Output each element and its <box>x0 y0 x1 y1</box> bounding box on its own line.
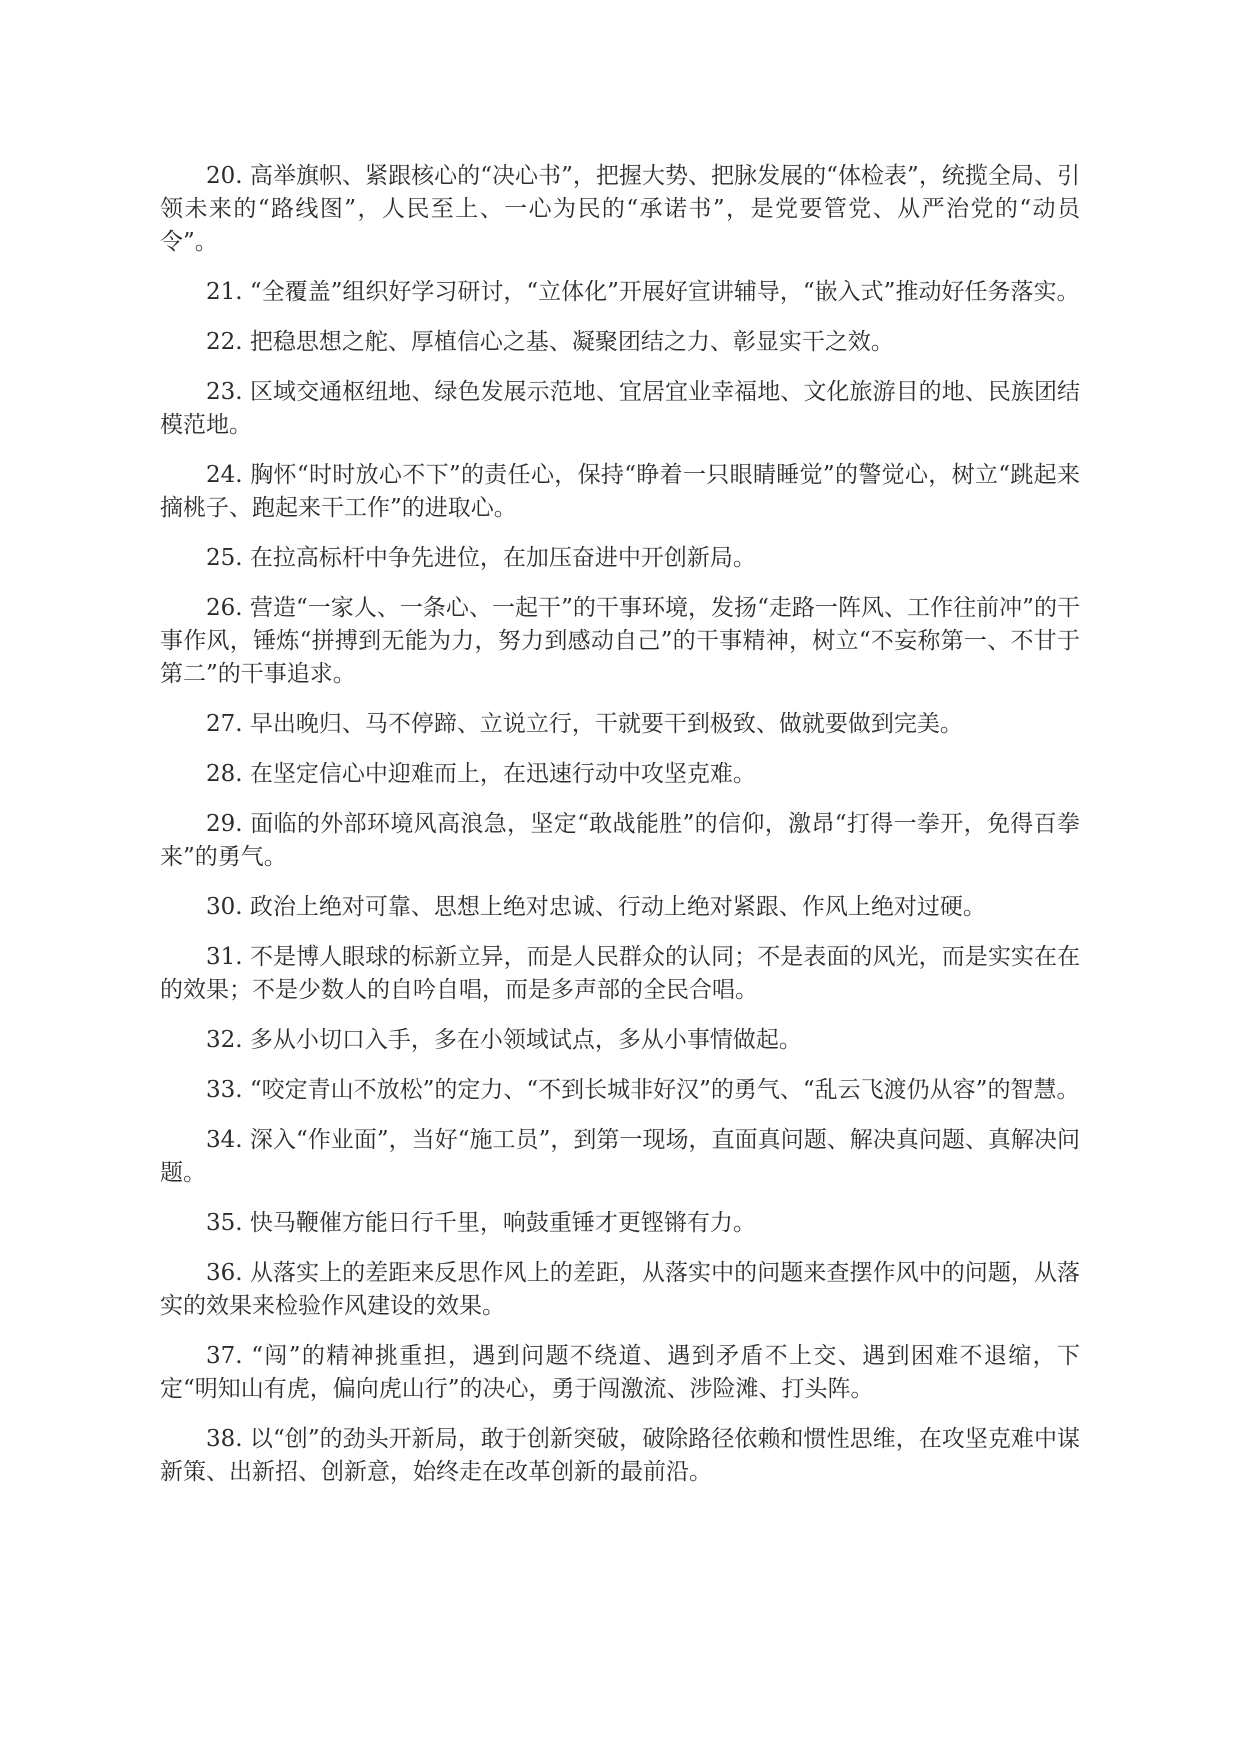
document-body <box>160 160 1080 1506</box>
paragraph-37: 37. “闯”的精神挑重担，遇到问题不绕道、遇到矛盾不上交、遇到困难不退缩，下定“明知山有虎，偏向虎山行”的决心，勇于闯激流、涉险滩、打头阵。 <box>160 1343 1080 1402</box>
paragraph-38: 38. 以“创”的劲头开新局，敢于创新突破，破除路径依赖和惯性思维，在攻坚克难中谋新策、出新招、创新意，始终走在改革创新的最前沿。 <box>160 1426 1080 1485</box>
paragraph-22: 22. 把稳思想之舵、厚植信心之基、凝聚团结之力、彰显实干之效。 <box>206 329 894 355</box>
paragraph-21: 21. “全覆盖”组织好学习研讨，“立体化”开展好宣讲辅导，“嵌入式”推动好任务落实。 <box>206 279 1080 305</box>
paragraph-35: 35. 快马鞭催方能日行千里，响鼓重锤才更铿锵有力。 <box>206 1210 756 1236</box>
paragraph-27: 27. 早出晚归、马不停蹄、立说立行，干就要干到极致、做就要做到完美。 <box>206 711 963 737</box>
paragraph-24: 24. 胸怀“时时放心不下”的责任心，保持“睁着一只眼睛睡觉”的警觉心，树立“跳起来摘桃子、跑起来干工作”的进取心。 <box>160 462 1080 521</box>
paragraph-33: 33. “咬定青山不放松”的定力、“不到长城非好汉”的勇气、“乱云飞渡仍从容”的智慧。 <box>206 1077 1080 1103</box>
paragraph-34: 34. 深入“作业面”，当好“施工员”，到第一现场，直面真问题、解决真问题、真解决问题。 <box>160 1127 1080 1186</box>
paragraph-31: 31. 不是博人眼球的标新立异，而是人民群众的认同；不是表面的风光，而是实实在在的效果；不是少数人的自吟自唱，而是多声部的全民合唱。 <box>160 944 1080 1003</box>
paragraph-30: 30. 政治上绝对可靠、思想上绝对忠诚、行动上绝对紧跟、作风上绝对过硬。 <box>206 894 986 920</box>
paragraph-20: 20. 高举旗帜、紧跟核心的“决心书”，把握大势、把脉发展的“体检表”，统揽全局、引领未来的“路线图”，人民至上、一心为民的“承诺书”，是党要管党、从严治党的“动员令”。 <box>160 163 1080 255</box>
paragraph-28: 28. 在坚定信心中迎难而上，在迅速行动中攻坚克难。 <box>206 761 756 787</box>
paragraph-25: 25. 在拉高标杆中争先进位，在加压奋进中开创新局。 <box>206 545 756 571</box>
paragraph-36: 36. 从落实上的差距来反思作风上的差距，从落实中的问题来查摆作风中的问题，从落实的效果来检验作风建设的效果。 <box>160 1260 1080 1319</box>
paragraph-23: 23. 区域交通枢纽地、绿色发展示范地、宜居宜业幸福地、文化旅游目的地、民族团结模范地。 <box>160 379 1080 438</box>
paragraph-29: 29. 面临的外部环境风高浪急，坚定“敢战能胜”的信仰，激昂“打得一拳开，免得百拳来”的勇气。 <box>160 811 1080 870</box>
paragraph-26: 26. 营造“一家人、一条心、一起干”的干事环境，发扬“走路一阵风、工作往前冲”的干事作风，锤炼“拼搏到无能为力，努力到感动自己”的干事精神，树立“不妄称第一、不甘于第二”的干事追求。 <box>160 595 1080 687</box>
paragraph-32: 32. 多从小切口入手，多在小领域试点，多从小事情做起。 <box>206 1027 802 1053</box>
